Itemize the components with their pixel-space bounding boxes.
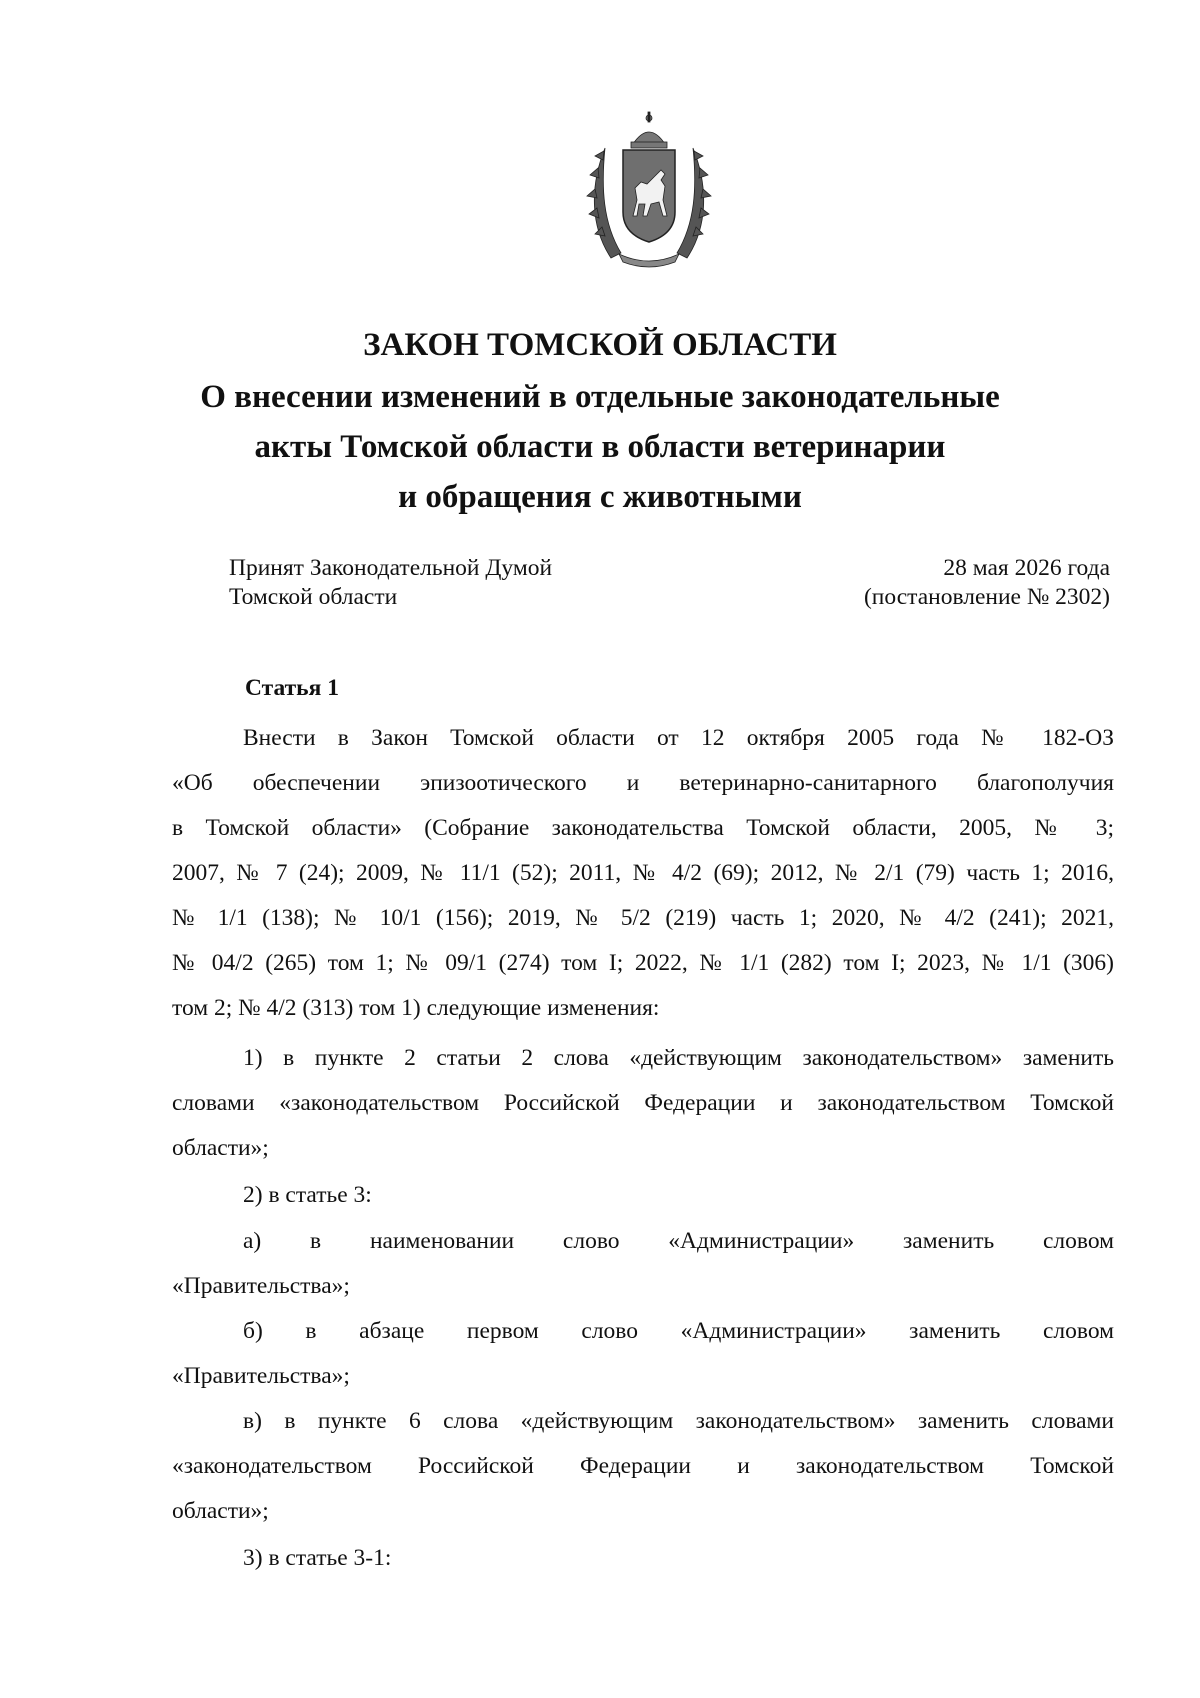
paragraph-line: в) в пункте 6 слова «действующим законодательством» заменить словами: [243, 1408, 1114, 1434]
article-intro-paragraph: [172, 716, 1114, 1031]
paragraph-line: «Об обеспечении эпизоотического и ветеринарно-санитарного благополучия: [172, 770, 1114, 796]
subtitle-line: и обращения с животными: [398, 479, 802, 515]
paragraph-line: том 2; № 4/2 (313) том 1) следующие изменения:: [172, 995, 660, 1021]
amendment-subitem-a: [172, 1219, 1114, 1309]
coat-of-arms-icon: [581, 108, 717, 268]
paragraph-line: в Томской области» (Собрание законодательства Томской области, 2005, № 3;: [172, 815, 1114, 841]
paragraph-line: области»;: [172, 1498, 269, 1524]
paragraph-line: № 04/2 (265) том 1; № 09/1 (274) том I; 2022, № 1/1 (282) том I; 2023, № 1/1 (306): [172, 950, 1114, 976]
amendment-item-3: [172, 1536, 1114, 1581]
document-title: ЗАКОН ТОМСКОЙ ОБЛАСТИ: [363, 327, 837, 363]
paragraph-line: «Правительства»;: [172, 1273, 350, 1299]
adoption-date-line: 28 мая 2026 года: [943, 555, 1110, 581]
adopted-by-line: Томской области: [229, 584, 398, 610]
document-subtitle: [0, 372, 1200, 522]
subtitle-line: О внесении изменений в отдельные законодательные: [200, 379, 1000, 415]
subtitle-line: акты Томской области в области ветеринарии: [254, 429, 946, 465]
amendment-subitem-b: [172, 1309, 1114, 1399]
paragraph-line: № 1/1 (138); № 10/1 (156); 2019, № 5/2 (219) часть 1; 2020, № 4/2 (241); 2021,: [172, 905, 1114, 931]
paragraph-line: б) в абзаце первом слово «Администрации» заменить словом: [243, 1318, 1114, 1344]
article-heading: Статья 1: [245, 675, 339, 701]
paragraph-line: «Правительства»;: [172, 1363, 350, 1389]
paragraph-line: «законодательством Российской Федерации и законодательством Томской: [172, 1453, 1114, 1479]
adoption-date: [864, 554, 1110, 612]
paragraph-line: 1) в пункте 2 статьи 2 слова «действующим законодательством» заменить: [243, 1045, 1114, 1071]
amendment-item-1: [172, 1036, 1114, 1171]
paragraph-line: 2007, № 7 (24); 2009, № 11/1 (52); 2011, № 4/2 (69); 2012, № 2/1 (79) часть 1; 2016,: [172, 860, 1114, 886]
adopted-by: [229, 554, 552, 612]
paragraph-line: Внести в Закон Томской области от 12 октября 2005 года № 182-ОЗ: [243, 725, 1114, 751]
paragraph-line: 3) в статье 3-1:: [243, 1545, 392, 1571]
adopted-by-line: Принят Законодательной Думой: [229, 555, 553, 581]
paragraph-line: словами «законодательством Российской Федерации и законодательством Томской: [172, 1090, 1114, 1116]
amendment-item-2: [172, 1173, 1114, 1218]
paragraph-line: а) в наименовании слово «Администрации» заменить словом: [243, 1228, 1114, 1254]
paragraph-line: 2) в статье 3:: [243, 1182, 372, 1208]
amendment-subitem-v: [172, 1399, 1114, 1534]
paragraph-line: области»;: [172, 1135, 269, 1161]
adoption-resolution-line: (постановление № 2302): [863, 584, 1110, 610]
